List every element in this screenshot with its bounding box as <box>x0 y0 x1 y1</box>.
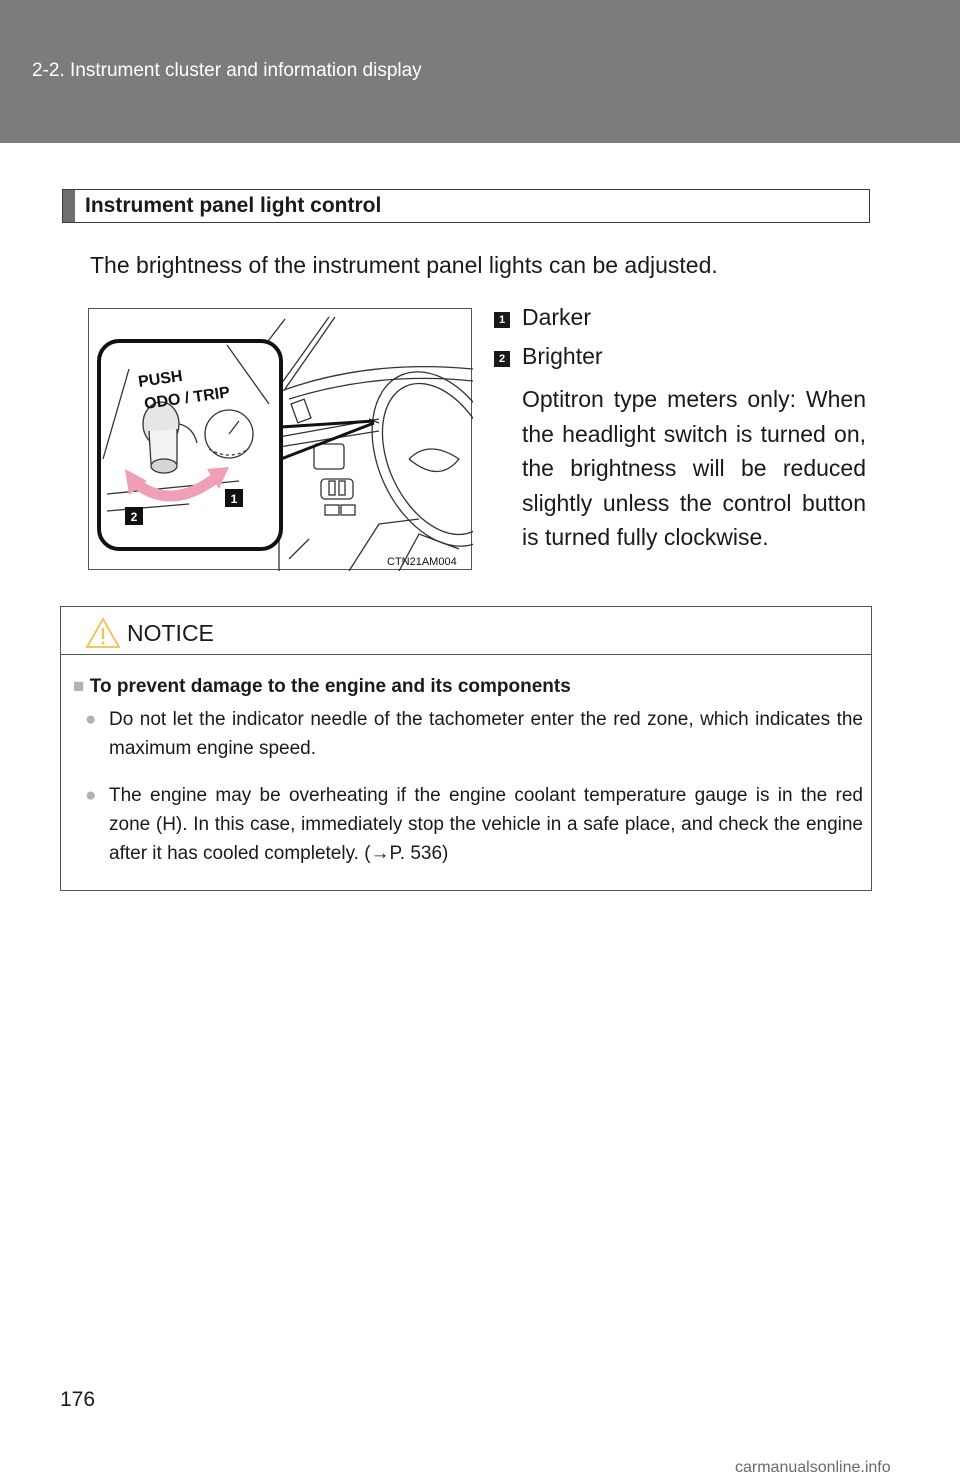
notice-header <box>61 607 871 655</box>
callout-2: 2 <box>130 510 138 524</box>
notice-bullet <box>85 781 863 868</box>
dashboard-illustration <box>88 308 472 570</box>
section-heading <box>62 189 870 223</box>
notice-bullet <box>85 705 863 763</box>
odo-trip-label: ODO / TRIP <box>143 384 231 413</box>
watermark: carmanualsonline.info <box>735 1459 891 1476</box>
notice-subheading-text: To prevent damage to the engine and its components <box>89 676 571 697</box>
bullet-dot-icon: ● <box>85 785 97 806</box>
square-bullet-icon: ■ <box>73 676 85 697</box>
list-item-label: Brighter <box>522 343 603 369</box>
breadcrumb: 2-2. Instrument cluster and information display <box>32 60 422 81</box>
push-label: PUSH <box>137 367 184 391</box>
optitron-note: Optitron type meters only: When the headlight switch is turned on, the brightness will be reduced slightly unless the control button is turned fully clockwise. <box>522 386 866 550</box>
notice-box <box>60 606 872 891</box>
notice-bullet-text: Do not let the indicator needle of the tachometer enter the red zone, which indicates the maximum engine speed. <box>109 709 863 759</box>
list-item-label: Darker <box>522 304 592 330</box>
list-item <box>492 302 866 341</box>
warning-triangle-icon <box>85 617 121 649</box>
notice-subheading <box>73 676 571 698</box>
notice-title: NOTICE <box>127 620 214 646</box>
figure-code: CTN21AM004 <box>387 556 457 568</box>
bullet-dot-icon: ● <box>85 709 97 730</box>
list-item <box>492 341 866 380</box>
callout-list <box>492 302 866 550</box>
intro-text: The brightness of the instrument panel lights can be adjusted. <box>90 252 718 278</box>
page-header <box>0 0 960 143</box>
callout-number-1: 1 <box>494 312 510 328</box>
section-heading-bar <box>63 190 75 222</box>
callout-number-2: 2 <box>494 351 510 367</box>
notice-bullet-text: The engine may be overheating if the engine coolant temperature gauge is in the red zone (H). In this case, immediately stop the vehicle in a safe place, and check the engine after it has cooled completely. (→P. 536) <box>109 785 863 864</box>
page-number: 176 <box>60 1388 96 1411</box>
section-title: Instrument panel light control <box>85 194 382 217</box>
dashboard-illustration-graphic <box>89 309 473 571</box>
callout-1: 1 <box>230 492 238 506</box>
